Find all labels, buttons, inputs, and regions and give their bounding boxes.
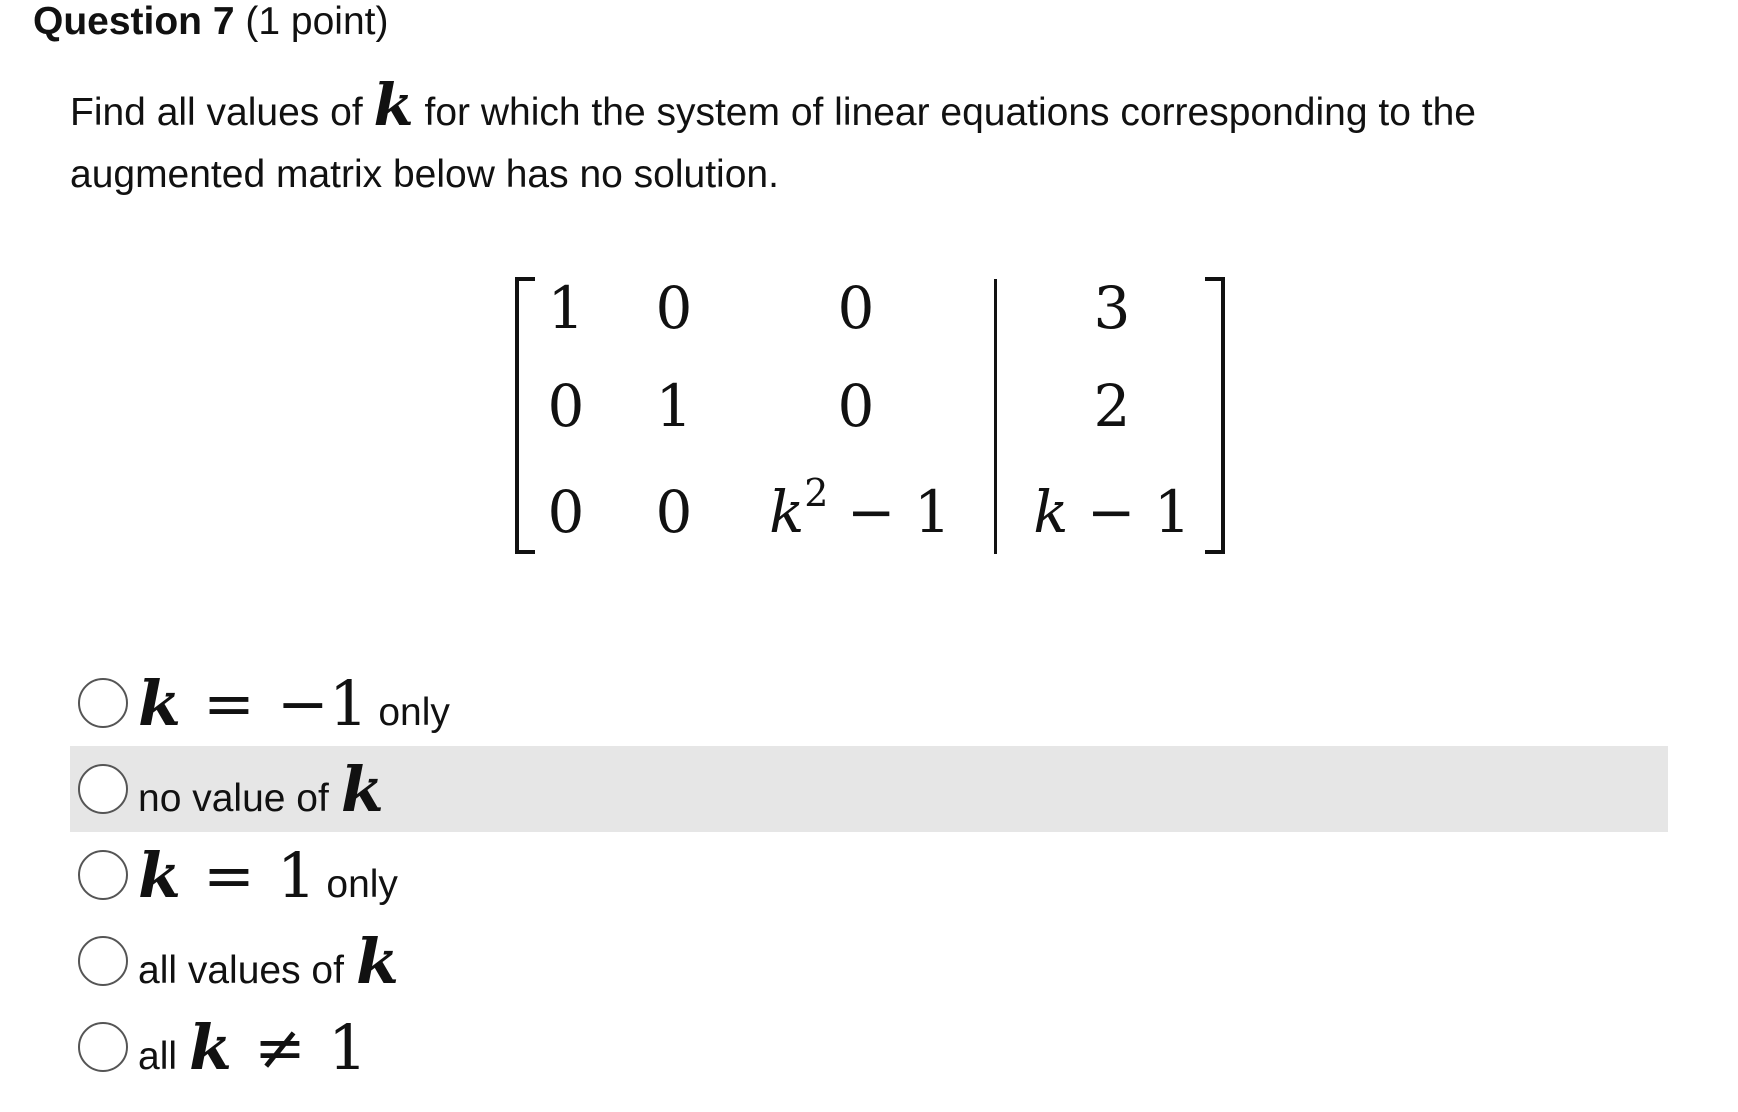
prompt-variable: k (373, 71, 414, 139)
choice-all-values-of-k[interactable] (70, 918, 1668, 1004)
matrix-right-bracket (1205, 277, 1225, 554)
choice-label (138, 925, 399, 998)
matrix-cell-k-squared-minus-1: $k^2 - 1$ (769, 471, 951, 546)
radio-button[interactable] (78, 1022, 128, 1072)
choice-text: all values of (138, 948, 344, 992)
choice-all-k-not-equal-1[interactable] (70, 1004, 1668, 1090)
math-variable: k (138, 838, 181, 912)
answer-choices (70, 660, 1668, 1090)
matrix-cell: 3 (1093, 274, 1131, 342)
choice-text: only (326, 862, 398, 906)
choice-text: all (138, 1034, 178, 1078)
question-title: Question 7 (33, 0, 235, 43)
matrix-cell: 0 (655, 274, 693, 342)
matrix-left-bracket (515, 277, 535, 554)
choice-text: no value of (138, 776, 329, 820)
math-variable: k (340, 752, 384, 826)
augmented-matrix (515, 275, 1225, 558)
choice-label (138, 753, 384, 826)
matrix-cell: 2 (1093, 372, 1131, 440)
math-operator: = (202, 838, 255, 912)
choice-no-value-of-k[interactable] (70, 746, 1668, 832)
math-variable: k (189, 1010, 232, 1084)
question-header (33, 0, 388, 44)
matrix-cell: 1 (547, 274, 585, 342)
choice-label (138, 667, 450, 740)
matrix-cell: 1 (655, 372, 693, 440)
math-variable: k (355, 924, 399, 998)
choice-k-equals-minus-1-only[interactable] (70, 660, 1668, 746)
radio-button[interactable] (78, 850, 128, 900)
choice-label (138, 1011, 367, 1084)
math-operator: = (202, 666, 255, 740)
radio-button[interactable] (78, 764, 128, 814)
choice-label (138, 839, 398, 912)
matrix-cell: 0 (837, 274, 875, 342)
matrix-cell: 0 (547, 478, 585, 546)
choice-text: only (378, 690, 450, 734)
question-points: (1 point) (245, 0, 389, 43)
augmentation-divider (994, 279, 997, 554)
math-value: −1 (276, 666, 369, 740)
radio-button[interactable] (78, 678, 128, 728)
matrix-cell: 0 (547, 372, 585, 440)
radio-button[interactable] (78, 936, 128, 986)
choice-k-equals-1-only[interactable] (70, 832, 1668, 918)
math-value: 1 (327, 1010, 368, 1084)
prompt-text-before: Find all values of (70, 91, 363, 134)
question-prompt (70, 71, 1670, 206)
matrix-cell: 0 (837, 372, 875, 440)
matrix-cell-k-minus-1: k − 1 (1033, 478, 1191, 546)
math-variable: k (138, 666, 181, 740)
math-value: 1 (276, 838, 317, 912)
math-operator: ≠ (254, 1010, 306, 1084)
matrix-cell: 0 (655, 478, 693, 546)
prompt-text-after: for which the system of linear equations corresponding to the augmented matrix below has no solution. (70, 91, 1476, 196)
